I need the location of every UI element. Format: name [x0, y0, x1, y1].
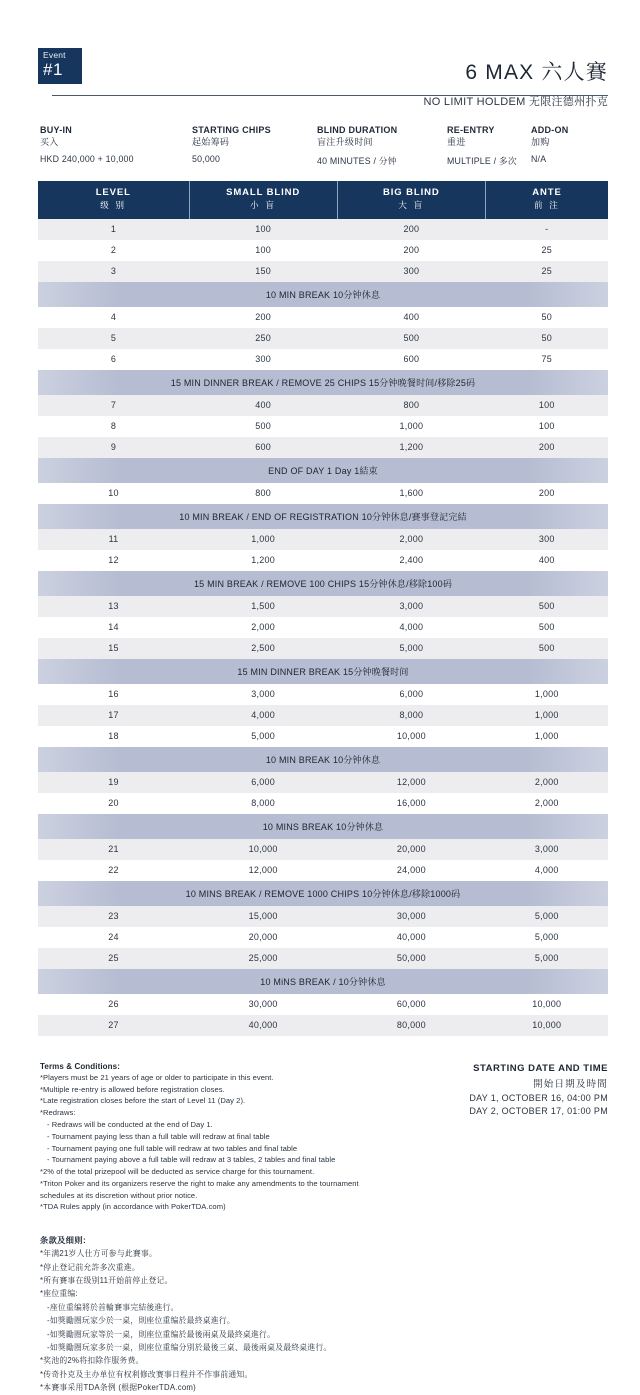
info-value: N/A [531, 153, 547, 164]
terms-conditions-english [40, 1062, 425, 1213]
cell-big-blind: 3,000 [337, 596, 485, 617]
table-row [38, 261, 608, 282]
break-text: 10 MIN BREAK / END OF REGISTRATION 10分钟休息/賽事登記完結 [38, 504, 608, 529]
cell-small-blind: 100 [189, 240, 337, 261]
cell-small-blind: 600 [189, 437, 337, 458]
info-label-en: RE-ENTRY [447, 125, 495, 135]
terms-line-cn: *传奇扑克及主办单位有权利修改赛事日程并不作事前通知。 [40, 1369, 253, 1379]
column-header-big-blind-en: BIG BLIND [383, 186, 440, 198]
cell-level: 3 [38, 261, 189, 282]
terms-line-en: - Redraws will be conducted at the end of Day 1. [47, 1119, 213, 1129]
cell-level: 26 [38, 994, 189, 1015]
cell-level: 22 [38, 860, 189, 881]
table-break-row [38, 282, 608, 307]
table-row [38, 349, 608, 370]
cell-ante: 5,000 [485, 927, 608, 948]
column-header-level [38, 181, 189, 219]
cell-level: 4 [38, 307, 189, 328]
cell-small-blind: 200 [189, 307, 337, 328]
cell-small-blind: 8,000 [189, 793, 337, 814]
cell-ante: 5,000 [485, 906, 608, 927]
table-row [38, 638, 608, 659]
terms-line-cn: *所有賽事在级别11开始前停止登记。 [40, 1275, 173, 1285]
cell-ante: 500 [485, 638, 608, 659]
cell-ante: 1,000 [485, 684, 608, 705]
event-badge-number: #1 [43, 59, 63, 79]
table-break-row [38, 571, 608, 596]
terms-line-en: *Triton Poker and its organizers reserve the right to make any amendments to the tournament [40, 1178, 359, 1188]
table-body [38, 219, 608, 1036]
cell-big-blind: 4,000 [337, 617, 485, 638]
terms-line-en: *TDA Rules apply (in accordance with PokerTDA.com) [40, 1202, 226, 1212]
table-row [38, 705, 608, 726]
cell-level: 11 [38, 529, 189, 550]
cell-small-blind: 2,000 [189, 617, 337, 638]
cell-level: 9 [38, 437, 189, 458]
cell-ante: 100 [485, 395, 608, 416]
info-item-re-entry [447, 124, 531, 167]
cell-ante: - [485, 219, 608, 240]
starting-day-1: DAY 1, OCTOBER 16, 04:00 PM [469, 1092, 608, 1103]
cell-level: 1 [38, 219, 189, 240]
cell-small-blind: 3,000 [189, 684, 337, 705]
info-label-cn: 盲注升级时间 [317, 137, 373, 148]
starting-day-2: DAY 2, OCTOBER 17, 01:00 PM [469, 1105, 608, 1116]
cell-level: 16 [38, 684, 189, 705]
terms-line-cn: -座位重编將於首輪賽事完結後進行。 [47, 1302, 179, 1312]
terms-line-cn: *奖池的2%将扣除作服务费。 [40, 1356, 144, 1366]
info-label-cn: 加购 [531, 137, 550, 148]
terms-line-cn: *座位重编: [40, 1289, 78, 1299]
cell-ante: 25 [485, 240, 608, 261]
table-break-row [38, 747, 608, 772]
cell-big-blind: 2,400 [337, 550, 485, 571]
cell-small-blind: 400 [189, 395, 337, 416]
info-value: 50,000 [192, 153, 221, 164]
table-row [38, 726, 608, 747]
cell-big-blind: 200 [337, 240, 485, 261]
cell-level: 20 [38, 793, 189, 814]
table-row [38, 860, 608, 881]
cell-ante: 5,000 [485, 948, 608, 969]
column-header-small-blind [189, 181, 337, 219]
column-header-small-blind-en: SMALL BLIND [226, 186, 301, 198]
cell-big-blind: 30,000 [337, 906, 485, 927]
cell-level: 12 [38, 550, 189, 571]
info-item-starting-chips [192, 124, 317, 167]
table-break-row [38, 881, 608, 906]
cell-ante: 2,000 [485, 772, 608, 793]
table-row [38, 328, 608, 349]
cell-level: 15 [38, 638, 189, 659]
terms-line-cn: -如獎勵圈玩家少於一桌，則座位重编於最終桌進行。 [47, 1316, 235, 1326]
table-break-row [38, 504, 608, 529]
cell-small-blind: 20,000 [189, 927, 337, 948]
terms-line-en: - Tournament paying less than a full table will redraw at final table [47, 1131, 270, 1141]
cell-level: 19 [38, 772, 189, 793]
break-text: 10 MINS BREAK 10分钟休息 [38, 814, 608, 839]
cell-ante: 100 [485, 416, 608, 437]
cell-small-blind: 15,000 [189, 906, 337, 927]
table-header-row [38, 181, 608, 219]
cell-ante: 10,000 [485, 994, 608, 1015]
table-row [38, 839, 608, 860]
table-row [38, 529, 608, 550]
cell-big-blind: 600 [337, 349, 485, 370]
column-header-ante-cn: 前 注 [533, 200, 560, 211]
break-text: 10 MINS BREAK / REMOVE 1000 CHIPS 10分钟休息/移除1000码 [38, 881, 608, 906]
cell-ante: 50 [485, 307, 608, 328]
info-value: 40 MINUTES / 分钟 [317, 155, 397, 166]
cell-level: 18 [38, 726, 189, 747]
cell-big-blind: 16,000 [337, 793, 485, 814]
cell-level: 17 [38, 705, 189, 726]
info-label-cn: 买入 [40, 137, 59, 148]
info-label-en: BLIND DURATION [317, 125, 398, 135]
cell-small-blind: 6,000 [189, 772, 337, 793]
table-break-row [38, 814, 608, 839]
break-text: 15 MIN BREAK / REMOVE 100 CHIPS 15分钟休息/移除100码 [38, 571, 608, 596]
break-text: 10 MIN BREAK 10分钟休息 [38, 282, 608, 307]
starting-title-en: STARTING DATE AND TIME [473, 1062, 608, 1074]
terms-line-en: - Tournament paying above a full table will redraw at 3 tables, 2 tables and final table [47, 1155, 336, 1165]
table-row [38, 307, 608, 328]
blind-structure-table-wrapper [0, 177, 640, 1036]
info-item-add-on [531, 124, 591, 167]
table-row [38, 772, 608, 793]
cell-big-blind: 10,000 [337, 726, 485, 747]
event-info-strip [0, 112, 640, 177]
cell-big-blind: 50,000 [337, 948, 485, 969]
column-header-level-cn: 级 别 [100, 200, 127, 211]
cell-level: 6 [38, 349, 189, 370]
table-break-row [38, 458, 608, 483]
cell-ante: 3,000 [485, 839, 608, 860]
cell-small-blind: 30,000 [189, 994, 337, 1015]
table-row [38, 596, 608, 617]
cell-big-blind: 500 [337, 328, 485, 349]
cell-ante: 25 [485, 261, 608, 282]
break-text: 10 MiNS BREAK / 10分钟休息 [38, 969, 608, 994]
table-row [38, 437, 608, 458]
terms-line-en: - Tournament paying one full table will redraw at two tables and final table [47, 1143, 298, 1153]
info-value: MULTIPLE / 多次 [447, 155, 517, 166]
terms-line-cn: -如獎勵圈玩家等於一桌，則座位重编於最後兩桌及最終桌進行。 [47, 1329, 276, 1339]
table-break-row [38, 659, 608, 684]
terms-line-en: *Players must be 21 years of age or older to participate in this event. [40, 1072, 274, 1082]
cell-big-blind: 300 [337, 261, 485, 282]
cell-level: 27 [38, 1015, 189, 1036]
cell-small-blind: 5,000 [189, 726, 337, 747]
cell-ante: 500 [485, 596, 608, 617]
cell-ante: 1,000 [485, 705, 608, 726]
cell-big-blind: 200 [337, 219, 485, 240]
info-item-buy-in [40, 124, 192, 167]
cell-ante: 50 [485, 328, 608, 349]
table-row [38, 684, 608, 705]
info-label-en: STARTING CHIPS [192, 125, 271, 135]
cell-level: 24 [38, 927, 189, 948]
cell-ante: 2,000 [485, 793, 608, 814]
terms-conditions-chinese [0, 1213, 400, 1394]
cell-big-blind: 8,000 [337, 705, 485, 726]
event-badge [38, 48, 82, 84]
cell-big-blind: 5,000 [337, 638, 485, 659]
cell-small-blind: 40,000 [189, 1015, 337, 1036]
cell-small-blind: 100 [189, 219, 337, 240]
cell-level: 10 [38, 483, 189, 504]
title-block [82, 61, 608, 84]
table-row [38, 219, 608, 240]
terms-line-cn: *停止登记前允許多次重進。 [40, 1262, 140, 1272]
table-row [38, 994, 608, 1015]
table-row [38, 483, 608, 504]
table-row [38, 617, 608, 638]
cell-big-blind: 1,200 [337, 437, 485, 458]
info-label-cn: 起始筹码 [192, 137, 230, 148]
cell-ante: 200 [485, 483, 608, 504]
cell-big-blind: 6,000 [337, 684, 485, 705]
cell-level: 23 [38, 906, 189, 927]
terms-line-cn: -如獎勵圈玩家多於一桌，則座位重编分別於最後三桌、最後兩桌及最終桌進行。 [47, 1342, 332, 1352]
cell-ante: 200 [485, 437, 608, 458]
table-row [38, 927, 608, 948]
cell-ante: 1,000 [485, 726, 608, 747]
cell-big-blind: 60,000 [337, 994, 485, 1015]
header-divider-rule [52, 95, 608, 96]
terms-line-cn: *年满21岁人仕方可参与此賽事。 [40, 1249, 158, 1259]
cell-ante: 75 [485, 349, 608, 370]
cell-big-blind: 400 [337, 307, 485, 328]
cell-small-blind: 250 [189, 328, 337, 349]
cell-small-blind: 500 [189, 416, 337, 437]
break-text: 10 MIN BREAK 10分钟休息 [38, 747, 608, 772]
table-row [38, 906, 608, 927]
info-label-en: BUY-IN [40, 125, 73, 135]
info-label-en: ADD-ON [531, 125, 569, 135]
cell-big-blind: 1,000 [337, 416, 485, 437]
starting-date-time-block [425, 1062, 608, 1116]
page-title: 6 MAX 六人賽 [465, 60, 608, 84]
table-break-row [38, 969, 608, 994]
column-header-ante-en: ANTE [532, 186, 562, 198]
cell-small-blind: 300 [189, 349, 337, 370]
cell-small-blind: 12,000 [189, 860, 337, 881]
cell-level: 13 [38, 596, 189, 617]
cell-level: 14 [38, 617, 189, 638]
cell-big-blind: 800 [337, 395, 485, 416]
cell-small-blind: 800 [189, 483, 337, 504]
terms-line-en: *Late registration closes before the start of Level 11 (Day 2). [40, 1096, 246, 1106]
event-badge-word: Event [43, 50, 66, 60]
page-subtitle: NO LIMIT HOLDEM 无限注德州扑克 [423, 96, 608, 108]
terms-line-cn: *本賽事采用TDA条例 (根据PokerTDA.com) [40, 1383, 197, 1393]
terms-title-cn: 条款及细则: [40, 1236, 87, 1246]
cell-small-blind: 1,500 [189, 596, 337, 617]
cell-level: 2 [38, 240, 189, 261]
page-header [0, 0, 640, 112]
cell-level: 5 [38, 328, 189, 349]
column-header-big-blind [337, 181, 485, 219]
cell-big-blind: 80,000 [337, 1015, 485, 1036]
cell-ante: 400 [485, 550, 608, 571]
cell-big-blind: 40,000 [337, 927, 485, 948]
column-header-ante [485, 181, 608, 219]
cell-big-blind: 20,000 [337, 839, 485, 860]
blind-structure-table [38, 181, 608, 1036]
cell-ante: 4,000 [485, 860, 608, 881]
table-row [38, 948, 608, 969]
table-row [38, 550, 608, 571]
terms-line-en: *2% of the total prizepool will be deducted as service charge for this tournament. [40, 1167, 315, 1177]
cell-level: 8 [38, 416, 189, 437]
table-row [38, 416, 608, 437]
cell-big-blind: 12,000 [337, 772, 485, 793]
table-row [38, 240, 608, 261]
cell-small-blind: 10,000 [189, 839, 337, 860]
cell-level: 21 [38, 839, 189, 860]
terms-line-en: schedules at its discretion without prior notice. [40, 1190, 198, 1200]
cell-small-blind: 25,000 [189, 948, 337, 969]
cell-ante: 300 [485, 529, 608, 550]
table-row [38, 793, 608, 814]
terms-line-en: *Redraws: [40, 1108, 76, 1118]
footer-top [0, 1036, 640, 1213]
terms-title-en: Terms & Conditions: [40, 1061, 120, 1071]
column-header-big-blind-cn: 大 盲 [398, 200, 425, 211]
cell-small-blind: 2,500 [189, 638, 337, 659]
cell-small-blind: 1,000 [189, 529, 337, 550]
cell-big-blind: 1,600 [337, 483, 485, 504]
cell-small-blind: 150 [189, 261, 337, 282]
break-text: 15 MIN DINNER BREAK / REMOVE 25 CHIPS 15分钟晚餐时间/移除25码 [38, 370, 608, 395]
cell-ante: 10,000 [485, 1015, 608, 1036]
break-text: END OF DAY 1 Day 1結束 [38, 458, 608, 483]
table-row [38, 1015, 608, 1036]
break-text: 15 MIN DINNER BREAK 15分钟晚餐时间 [38, 659, 608, 684]
table-head [38, 181, 608, 219]
info-value: HKD 240,000 + 10,000 [40, 153, 134, 164]
table-break-row [38, 370, 608, 395]
cell-ante: 500 [485, 617, 608, 638]
terms-line-en: *Multiple re-entry is allowed before registration closes. [40, 1084, 225, 1094]
info-item-blind-duration [317, 124, 447, 167]
cell-small-blind: 4,000 [189, 705, 337, 726]
cell-level: 25 [38, 948, 189, 969]
table-row [38, 395, 608, 416]
column-header-level-en: LEVEL [95, 186, 131, 198]
starting-title-cn: 開始日期及時間 [533, 1078, 608, 1090]
cell-big-blind: 2,000 [337, 529, 485, 550]
cell-small-blind: 1,200 [189, 550, 337, 571]
cell-level: 7 [38, 395, 189, 416]
cell-big-blind: 24,000 [337, 860, 485, 881]
column-header-small-blind-cn: 小 盲 [250, 200, 277, 211]
info-label-cn: 重进 [447, 137, 466, 148]
